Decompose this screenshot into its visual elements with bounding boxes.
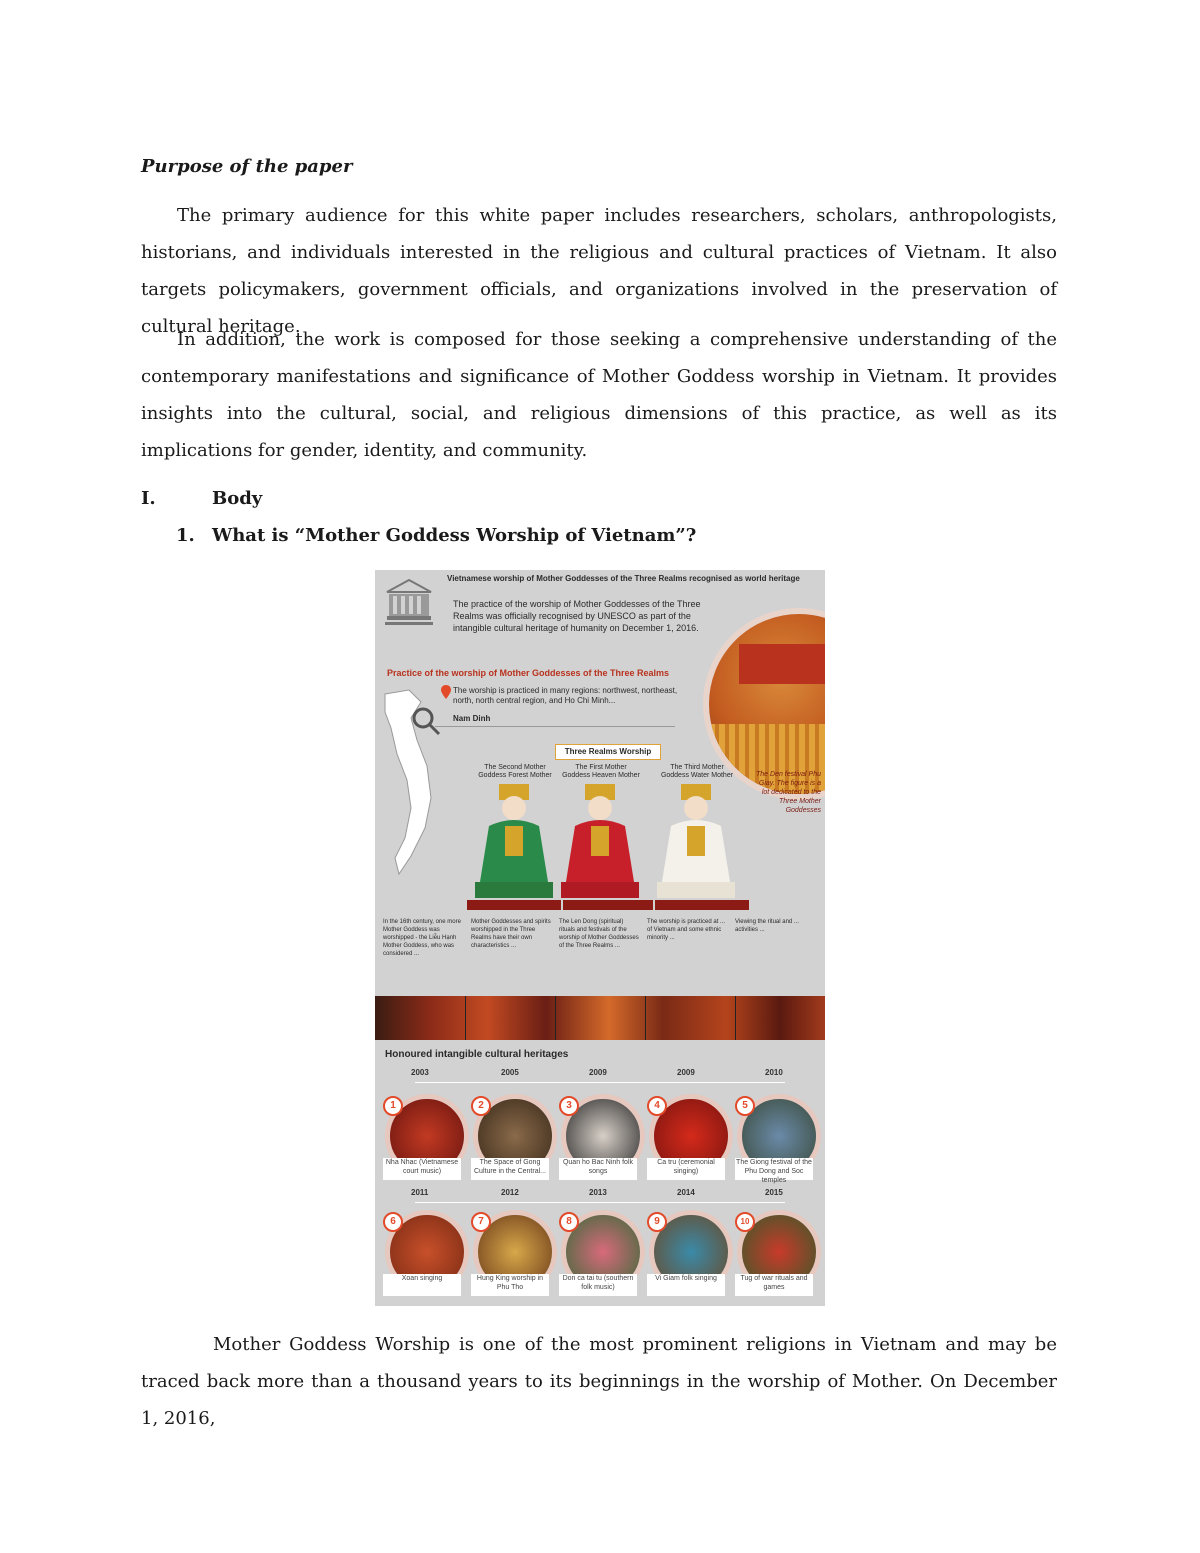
- heritage-caption: Hung King worship in Phu Tho: [471, 1274, 549, 1296]
- heritage-caption: Quan ho Bac Ninh folk songs: [559, 1158, 637, 1180]
- paragraph-audience-text: The primary audience for this white paper includes researchers, scholars, anthropologists, historians, and individuals interested in the religious and cultural practices of Vietnam. It also targets policymakers, government officials, and organizations involved in the preservation of cultural heritage.: [141, 205, 1057, 337]
- three-realms-label: Three Realms Worship: [555, 744, 661, 760]
- heritage-number: 5: [735, 1096, 755, 1116]
- heritage-number: 4: [647, 1096, 667, 1116]
- altar-stand-right: [655, 900, 749, 910]
- section-title: Body: [212, 488, 263, 509]
- fact-box: The worship is practiced at ... of Vietnam and some ethnic minority ...: [647, 919, 726, 941]
- mother-name-heaven: The First Mother Goddess Heaven Mother: [562, 764, 640, 779]
- year-label: 2012: [501, 1188, 519, 1197]
- year-label: 2014: [677, 1188, 695, 1197]
- strip-divider: [645, 996, 646, 1040]
- banner-title: Vietnamese worship of Mother Goddesses of the Three Realms recognised as world heritage: [447, 574, 800, 583]
- infographic-figure: [375, 570, 825, 1306]
- heritage-caption: Nha Nhac (Vietnamese court music): [383, 1158, 461, 1180]
- heritage-number: 2: [471, 1096, 491, 1116]
- vietnam-map-icon: [381, 688, 443, 878]
- year-label: 2015: [765, 1188, 783, 1197]
- heritage-number: 7: [471, 1212, 491, 1232]
- divider: [435, 726, 675, 727]
- intro-text: The practice of the worship of Mother Goddesses of the Three Realms was officially recognised by UNESCO as part of the intangible cultural heritage of humanity on December 1, 2016.: [453, 599, 701, 633]
- white-mother-statue: [657, 778, 735, 898]
- side-note: The Den festival Phu Giay. The figure is a lot dedicated to the Three Mother Goddesses: [756, 771, 821, 814]
- location-pin-icon: [441, 685, 451, 699]
- heritage-number: 8: [559, 1212, 579, 1232]
- temple-roof: [739, 644, 825, 684]
- strip-divider: [735, 996, 736, 1040]
- fact-box: Mother Goddesses and spirits worshipped in the Three Realms have their own characteristics ...: [471, 919, 551, 949]
- practice-title: Practice of the worship of Mother Goddesses of the Three Realms: [387, 668, 670, 678]
- heritage-number: 9: [647, 1212, 667, 1232]
- altar-stand-left: [467, 900, 561, 910]
- heritage-caption: Vi Giam folk singing: [647, 1274, 725, 1296]
- heritage-caption: Don ca tai tu (southern folk music): [559, 1274, 637, 1296]
- year-label: 2013: [589, 1188, 607, 1197]
- purpose-heading: Purpose of the paper: [141, 156, 353, 177]
- mother-name-water: The Third Mother Goddess Water Mother: [660, 764, 734, 779]
- heritage-number: 10: [735, 1212, 755, 1232]
- fact-box: Viewing the ritual and ... activities ...: [735, 919, 799, 933]
- heritage-caption: The Giong festival of the Phu Dong and Soc temples: [736, 1159, 812, 1184]
- section-numeral: I.: [141, 488, 156, 509]
- subsection-number: 1.: [176, 525, 195, 546]
- heritage-caption: Tug of war rituals and games: [735, 1274, 813, 1296]
- fact-box: In the 16th century, one more Mother Goddess was worshipped - the Liễu Hạnh Mother Goddess, who was considered ...: [383, 919, 461, 957]
- subsection-title: What is “Mother Goddess Worship of Vietnam”?: [212, 525, 697, 546]
- fact-boxes: [383, 918, 817, 988]
- heritage-number: 3: [559, 1096, 579, 1116]
- heritage-caption: Ca tru (ceremonial singing): [647, 1158, 725, 1180]
- year-label: 2010: [765, 1068, 783, 1077]
- year-label: 2011: [411, 1188, 429, 1197]
- timeline-line: [415, 1202, 785, 1203]
- heritage-title: Honoured intangible cultural heritages: [385, 1049, 569, 1060]
- year-label: 2003: [411, 1068, 429, 1077]
- heritage-caption: The Space of Gong Culture in the Central...: [471, 1158, 549, 1180]
- strip-divider: [465, 996, 466, 1040]
- fact-box: The Len Dong (spiritual) rituals and festivals of the worship of Mother Goddesses of the Three Realms ...: [559, 919, 639, 949]
- location-label: Nam Dinh: [453, 714, 491, 723]
- timeline-line: [415, 1082, 785, 1083]
- heritage-number: 6: [383, 1212, 403, 1232]
- paragraph-worship-text: Mother Goddess Worship is one of the most prominent religions in Vietnam and may be traced back more than a thousand years to its beginnings in the worship of Mother. On December 1, 2016,: [141, 1334, 1057, 1429]
- year-label: 2009: [589, 1068, 607, 1077]
- paragraph-addition: [141, 321, 1057, 469]
- heritage-number: 1: [383, 1096, 403, 1116]
- green-mother-statue: [475, 778, 553, 898]
- red-mother-statue: [561, 778, 639, 898]
- altar-stand-middle: [563, 900, 653, 910]
- heritage-caption: Xoan singing: [383, 1274, 461, 1296]
- unesco-logo-icon: [383, 576, 435, 626]
- practice-text: The worship is practiced in many regions: northwest, northeast, north, north central region, and Ho Chi Minh...: [453, 686, 678, 705]
- paragraph-worship: [141, 1326, 1057, 1437]
- ritual-photo-strip: [375, 996, 825, 1040]
- year-label: 2009: [677, 1068, 695, 1077]
- mother-name-forest: The Second Mother Goddess Forest Mother: [478, 764, 552, 779]
- year-label: 2005: [501, 1068, 519, 1077]
- strip-divider: [555, 996, 556, 1040]
- paragraph-addition-text: In addition, the work is composed for those seeking a comprehensive understanding of the contemporary manifestations and significance of Mother Goddess worship in Vietnam. It provides insights into the cultural, social, and religious dimensions of this practice, as well as its implications for gender, identity, and community.: [141, 329, 1057, 461]
